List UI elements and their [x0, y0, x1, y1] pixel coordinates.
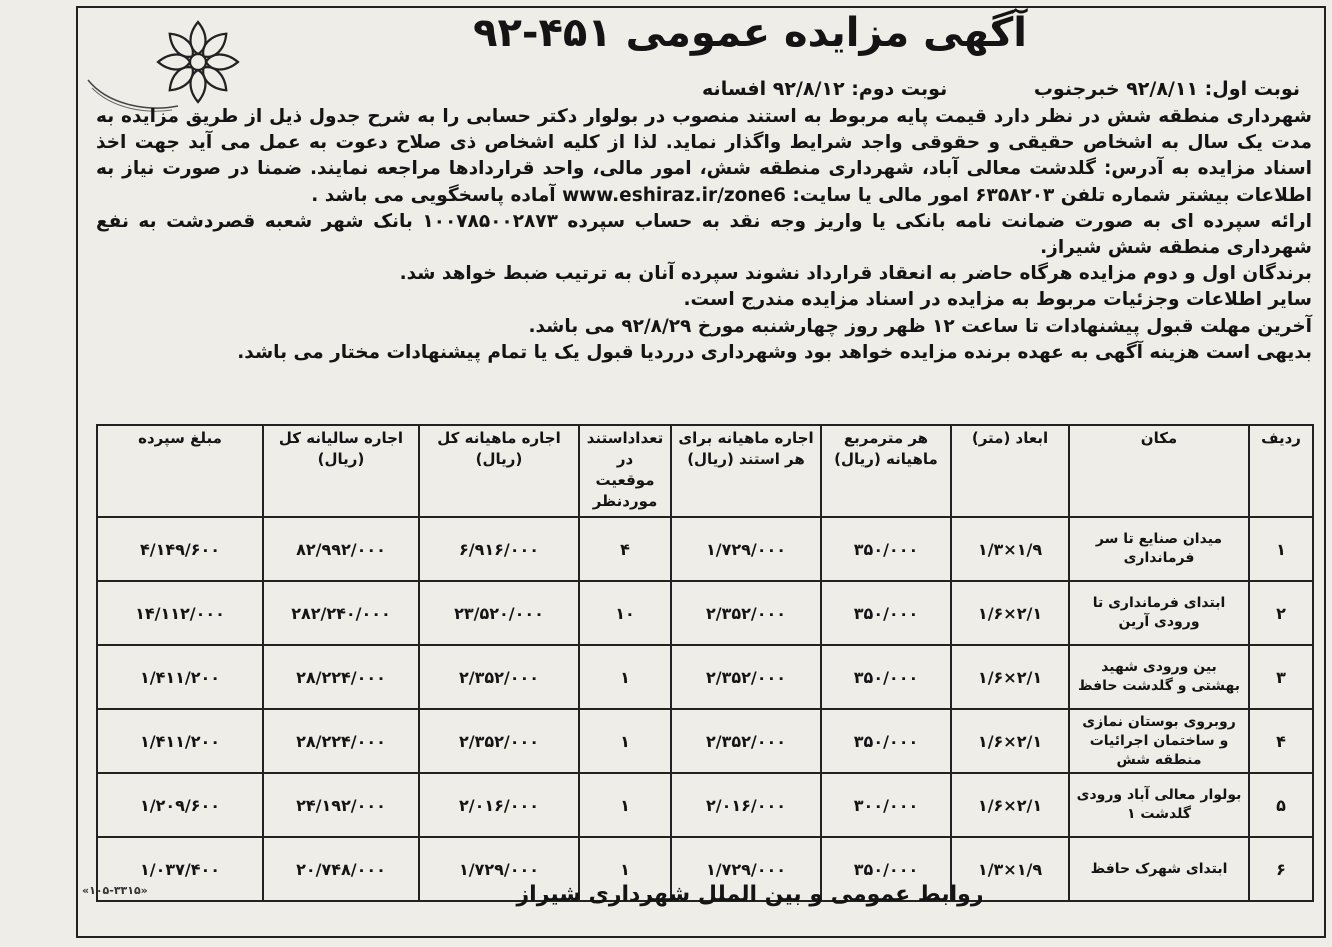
- table-cell: ۳۵۰/۰۰۰: [821, 581, 951, 645]
- table-cell: ۳۵۰/۰۰۰: [821, 517, 951, 581]
- table-cell: ۱: [579, 709, 671, 773]
- table-cell: ۱/۹×۱/۳: [951, 517, 1069, 581]
- table-cell: ۶/۹۱۶/۰۰۰: [419, 517, 579, 581]
- table-row: [97, 517, 1313, 581]
- body-paragraph-1: شهرداری منطقه شش در نظر دارد قیمت پایه مربوط به استند منصوب در بولوار دکتر حسابی را به شرح جدول ذیل از طریق مزایده به مدت یک سال به اشخاص حقیقی و حقوقی واجد شرایط واگذار نماید. لذا از کلیه اشخاص ذی صلاح دعوت به عمل می آید جهت اخذ اسناد مزایده به آدرس: گلدشت معالی آباد، شهرداری منطقه شش، امور مالی، واحد قراردادها مراجعه نمایند. ضمنا در صورت نیاز به اطلاعات بیشتر شماره تلفن ۶۳۵۸۲۰۳ امور مالی یا سایت: www.eshiraz.ir/zone6 آماده پاسخگویی می باشد .: [96, 106, 1312, 206]
- column-header: ردیف: [1249, 425, 1313, 517]
- table-cell: ۳۵۰/۰۰۰: [821, 837, 951, 901]
- table-row: [97, 773, 1313, 837]
- column-header: اجاره ماهیانه برای هر استند (ریال): [671, 425, 821, 517]
- table-cell: ۲/۱×۱/۶: [951, 581, 1069, 645]
- table-cell: ۵: [1249, 773, 1313, 837]
- table-cell: بولوار معالی آباد ورودی گلدشت ۱: [1069, 773, 1249, 837]
- table-cell: ۲/۳۵۲/۰۰۰: [419, 645, 579, 709]
- table-cell: ۱: [1249, 517, 1313, 581]
- auction-table: [96, 424, 1314, 902]
- table-cell: ۲/۰۱۶/۰۰۰: [671, 773, 821, 837]
- table-cell: ۲/۳۵۲/۰۰۰: [671, 645, 821, 709]
- table-cell: ۲/۳۵۲/۰۰۰: [419, 709, 579, 773]
- table-cell: ۲۴/۱۹۲/۰۰۰: [263, 773, 419, 837]
- table-cell: ابتدای فرمانداری تا ورودی آرین: [1069, 581, 1249, 645]
- table-cell: ۱: [579, 645, 671, 709]
- table-cell: ۱/۰۳۷/۴۰۰: [97, 837, 263, 901]
- column-header: مبلغ سپرده: [97, 425, 263, 517]
- table-cell: روبروی بوستان نمازی و ساختمان اجرائیات منطقه شش: [1069, 709, 1249, 773]
- table-cell: ۱/۹×۱/۳: [951, 837, 1069, 901]
- table-cell: ۸۲/۹۹۲/۰۰۰: [263, 517, 419, 581]
- table-cell: ابتدای شهرک حافظ: [1069, 837, 1249, 901]
- second-notice: نوبت دوم: ۹۲/۸/۱۲ افسانه: [702, 78, 948, 100]
- table-cell: ۱/۷۲۹/۰۰۰: [419, 837, 579, 901]
- body-paragraph-5: آخرین مهلت قبول پیشنهادات تا ساعت ۱۲ ظهر روز چهارشنبه مورخ ۹۲/۸/۲۹ می باشد.: [528, 315, 1312, 337]
- page-title: آگهی مزایده عمومی ۴۵۱-۹۲: [473, 10, 1027, 56]
- table-cell: میدان صنایع تا سر فرمانداری: [1069, 517, 1249, 581]
- table-cell: ۲۸۲/۲۴۰/۰۰۰: [263, 581, 419, 645]
- table-cell: ۲/۳۵۲/۰۰۰: [671, 709, 821, 773]
- column-header: هر مترمربع ماهیانه (ریال): [821, 425, 951, 517]
- table-cell: ۲۸/۲۲۴/۰۰۰: [263, 645, 419, 709]
- table-cell: ۱/۷۲۹/۰۰۰: [671, 517, 821, 581]
- table-cell: ۱: [579, 773, 671, 837]
- table-cell: ۲/۳۵۲/۰۰۰: [671, 581, 821, 645]
- footer-signature: روابط عمومی و بین الملل شهرداری شیراز: [516, 882, 984, 907]
- table-cell: ۱/۲۰۹/۶۰۰: [97, 773, 263, 837]
- table-cell: ۲/۱×۱/۶: [951, 773, 1069, 837]
- table-cell: ۱/۷۲۹/۰۰۰: [671, 837, 821, 901]
- table-cell: ۱: [579, 837, 671, 901]
- table-cell: ۳۵۰/۰۰۰: [821, 645, 951, 709]
- table-header-row: [97, 425, 1313, 517]
- body-paragraph-6: بدیهی است هزینه آگهی به عهده برنده مزایده خواهد بود وشهرداری درردیا قبول یک یا تمام پیشنهادات مختار می باشد.: [237, 341, 1312, 363]
- table-cell: ۲: [1249, 581, 1313, 645]
- first-notice: نوبت اول: ۹۲/۸/۱۱ خبرجنوب: [1033, 78, 1300, 100]
- body-paragraph-2: ارائه سپرده ای به صورت ضمانت نامه بانکی یا واریز وجه نقد به حساب سپرده ۱۰۰۷۸۵۰۰۲۸۷۳ بانک شهر شعبه قصردشت به نفع شهرداری منطقه شش شیراز.: [96, 210, 1312, 259]
- table-cell: ۳۰۰/۰۰۰: [821, 773, 951, 837]
- body-paragraph-3: برندگان اول و دوم مزایده هرگاه حاضر به انعقاد قرارداد نشوند سپرده آنان به ترتیب ضبط خواهد شد.: [399, 263, 1312, 285]
- table-cell: ۴/۱۴۹/۶۰۰: [97, 517, 263, 581]
- table-row: [97, 581, 1313, 645]
- ad-code: «۱۰۵-۳۳۱۵»: [82, 884, 148, 897]
- column-header: مکان: [1069, 425, 1249, 517]
- table-cell: ۱/۴۱۱/۲۰۰: [97, 709, 263, 773]
- table-row: [97, 645, 1313, 709]
- table-cell: ۲/۱×۱/۶: [951, 645, 1069, 709]
- table-cell: ۲/۰۱۶/۰۰۰: [419, 773, 579, 837]
- table-cell: ۱۰: [579, 581, 671, 645]
- table-cell: ۲۰/۷۴۸/۰۰۰: [263, 837, 419, 901]
- column-header: ابعاد (متر): [951, 425, 1069, 517]
- table-cell: ۱۴/۱۱۲/۰۰۰: [97, 581, 263, 645]
- table-cell: بین ورودی شهید بهشتی و گلدشت حافظ: [1069, 645, 1249, 709]
- column-header: تعداداستند در موقعیت موردنظر: [579, 425, 671, 517]
- body-paragraph-4: سایر اطلاعات وجزئیات مربوط به مزایده در اسناد مزایده مندرج است.: [683, 289, 1312, 311]
- table-cell: ۳: [1249, 645, 1313, 709]
- table-cell: ۶: [1249, 837, 1313, 901]
- table-cell: ۳۵۰/۰۰۰: [821, 709, 951, 773]
- table-cell: ۲۸/۲۲۴/۰۰۰: [263, 709, 419, 773]
- table-cell: ۲/۱×۱/۶: [951, 709, 1069, 773]
- publication-notices: [420, 78, 1300, 106]
- table-row: [97, 709, 1313, 773]
- table-cell: ۱/۴۱۱/۲۰۰: [97, 645, 263, 709]
- table-cell: ۴: [1249, 709, 1313, 773]
- column-header: اجاره ماهیانه کل (ریال): [419, 425, 579, 517]
- table-cell: ۲۳/۵۲۰/۰۰۰: [419, 581, 579, 645]
- column-header: اجاره سالیانه کل (ریال): [263, 425, 419, 517]
- table-cell: ۴: [579, 517, 671, 581]
- notice-body: [96, 104, 1312, 420]
